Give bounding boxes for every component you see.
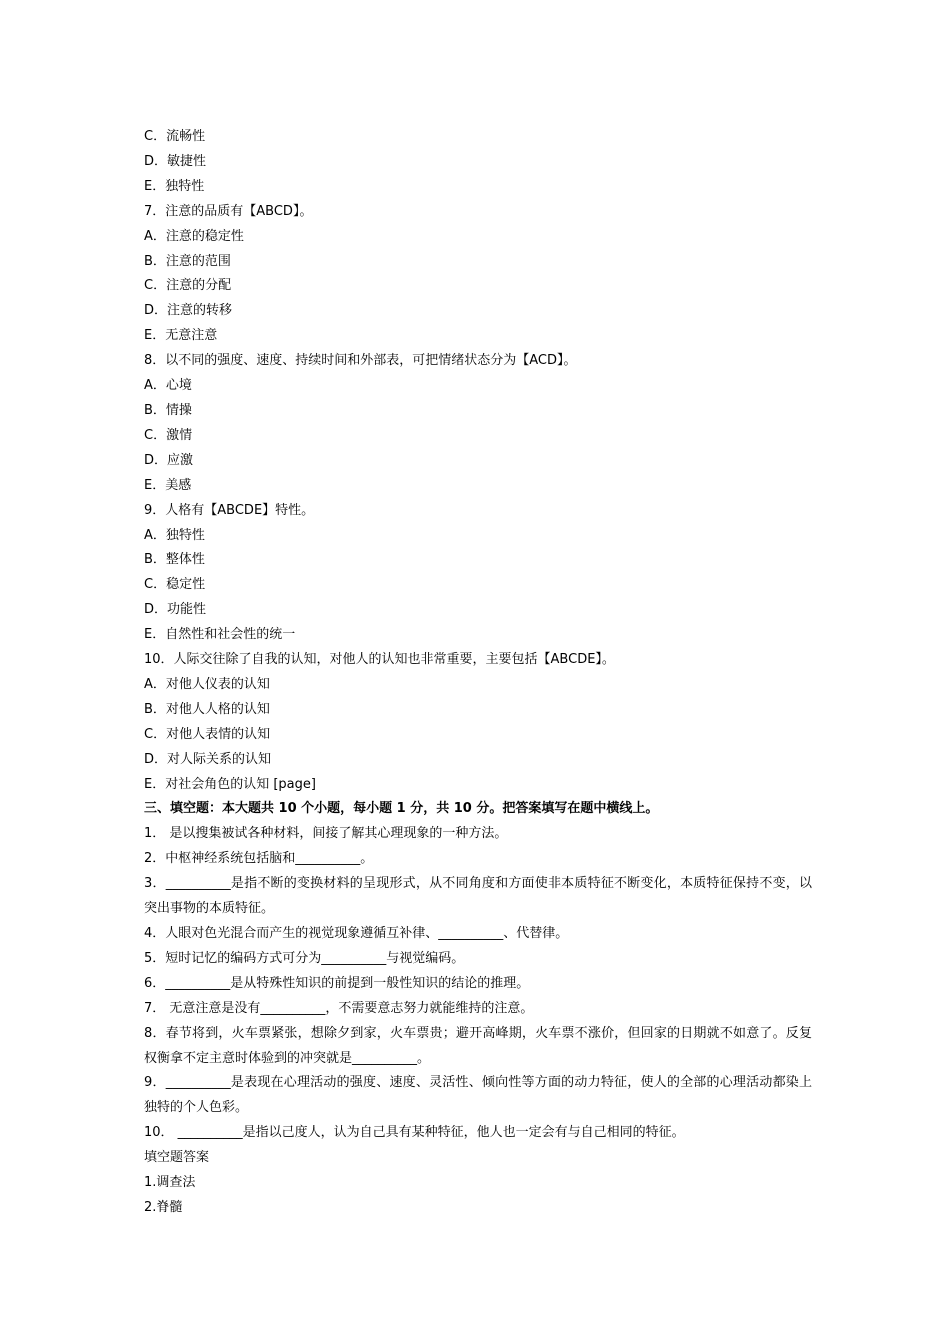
text-line: E．美感	[144, 477, 192, 493]
text-line: 2.脊髓	[144, 1199, 183, 1215]
text-line: 10． __________是指以己度人，认为自己具有某种特征，他人也一定会有与自己相同的特征。	[144, 1125, 685, 1141]
text-line: 4．人眼对色光混合而产生的视觉现象遵循互补律、__________、代替律。	[144, 926, 569, 941]
section-heading: 三、填空题：本大题共 10 个小题，每小题 1 分，共 10 分。把答案填写在题中横线上。	[144, 801, 659, 817]
text-line: E．无意注意	[144, 328, 218, 344]
text-line: 3．__________是指不断的变换材料的呈现形式，从不同角度和方面使非本质特征不断变化，本质特征保持不变，以突出事物的本质特征。	[144, 876, 812, 917]
text-line: E．独特性	[144, 178, 205, 194]
text-line: 6．__________是从特殊性知识的前提到一般性知识的结论的推理。	[144, 975, 530, 991]
text-line: C．注意的分配	[144, 278, 232, 294]
text-line: A．独特性	[144, 527, 205, 543]
text-line: 8．春节将到，火车票紧张，想除夕到家，火车票贵；避开高峰期，火车票不涨价，但回家的日期就不如意了。反复权衡拿不定主意时体验到的冲突就是__________。	[144, 1025, 812, 1066]
text-line: E．自然性和社会性的统一	[144, 627, 296, 643]
text-line: D．注意的转移	[144, 303, 233, 319]
text-line: 9．人格有【ABCDE】特性。	[144, 502, 315, 518]
text-line: A．对他人仪表的认知	[144, 676, 270, 692]
document-page	[144, 125, 812, 1221]
text-line: B．注意的范围	[144, 253, 231, 269]
text-line: C．稳定性	[144, 577, 206, 593]
text-line: 8．以不同的强度、速度、持续时间和外部表，可把情绪状态分为【ACD】。	[144, 353, 577, 369]
text-line: D．敏捷性	[144, 153, 207, 169]
text-line: D．功能性	[144, 602, 207, 618]
text-line: C．激情	[144, 427, 193, 443]
text-line: 2．中枢神经系统包括脑和__________。	[144, 851, 374, 867]
text-line: D．应激	[144, 452, 194, 468]
text-line: C．对他人表情的认知	[144, 726, 271, 742]
text-line: 7．注意的品质有【ABCD】。	[144, 203, 313, 219]
text-line: 7． 无意注意是没有__________，不需要意志努力就能维持的注意。	[144, 1000, 534, 1016]
text-line: A．注意的稳定性	[144, 228, 244, 244]
text-line: D．对人际关系的认知	[144, 751, 272, 767]
text-line: B．整体性	[144, 552, 205, 568]
text-line: 5．短时记忆的编码方式可分为__________与视觉编码。	[144, 950, 465, 966]
text-line: 填空题答案	[144, 1150, 210, 1166]
text-line: B．对他人人格的认知	[144, 701, 270, 717]
text-line: B．情操	[144, 402, 192, 418]
text-line: 9．__________是表现在心理活动的强度、速度、灵活性、倾向性等方面的动力特征，使人的全部的心理活动都染上独特的个人色彩。	[144, 1075, 812, 1116]
text-line: A．心境	[144, 378, 192, 394]
text-line: 1． 是以搜集被试各种材料，间接了解其心理现象的一种方法。	[144, 826, 508, 842]
text-line: 10．人际交往除了自我的认知，对他人的认知也非常重要，主要包括【ABCDE】。	[144, 652, 615, 668]
text-line: E．对社会角色的认知 [page]	[144, 776, 316, 792]
text-line: C．流畅性	[144, 129, 206, 144]
text-line: 1.调查法	[144, 1175, 196, 1191]
